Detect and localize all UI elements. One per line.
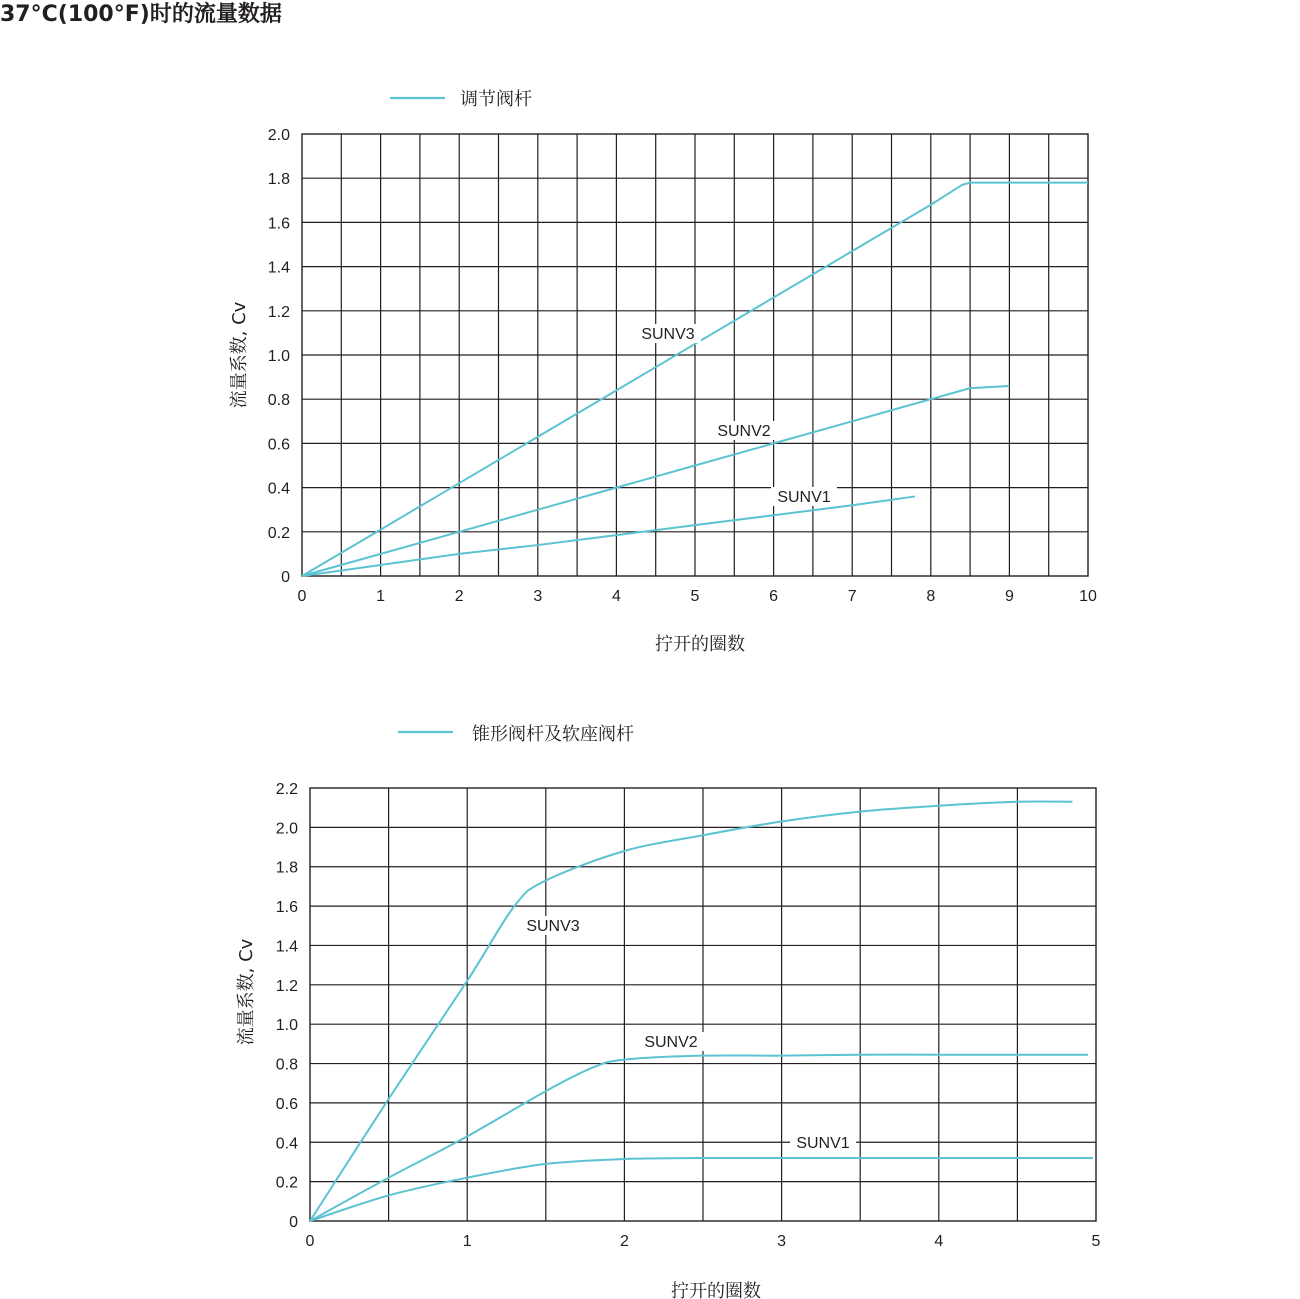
x-tick-label: 5 [1091, 1233, 1101, 1250]
y-tick-label: 1.6 [275, 899, 298, 917]
x-tick-label: 2 [454, 588, 464, 605]
x-tick-label: 5 [690, 588, 700, 605]
series-label-sunv2: SUNV2 [717, 423, 771, 440]
y-tick-label: 1.8 [267, 171, 290, 189]
y-tick-label: 0.2 [275, 1174, 298, 1192]
y-tick-label: 0 [289, 1214, 298, 1231]
y-tick-label: 1.4 [275, 938, 298, 956]
series-line-sunv1 [310, 1158, 1093, 1221]
x-tick-label: 4 [934, 1233, 944, 1250]
x-tick-label: 0 [297, 588, 307, 605]
y-tick-label: 2.0 [275, 820, 298, 838]
series-label-sunv1: SUNV1 [796, 1135, 850, 1152]
x-tick-label: 7 [847, 588, 857, 605]
series-label-sunv1: SUNV1 [777, 489, 831, 506]
y-tick-label: 0.4 [275, 1135, 298, 1153]
y-tick-label: 1.4 [267, 259, 290, 277]
chart-adjusting-stem [229, 89, 1097, 655]
x-tick-label: 4 [611, 588, 621, 605]
chart-tapered-soft-seat-stem [236, 724, 1101, 1299]
y-tick-label: 0.6 [267, 436, 290, 454]
x-tick-label: 3 [777, 1233, 787, 1250]
series-label-sunv3: SUNV3 [641, 326, 695, 343]
x-tick-label: 10 [1079, 588, 1097, 605]
x-tick-label: 9 [1004, 588, 1014, 605]
series-line-sunv2 [310, 1055, 1088, 1221]
y-axis-label: 流量系数, Cv [229, 301, 250, 409]
x-tick-label: 6 [769, 588, 779, 605]
y-tick-label: 2.2 [275, 781, 298, 798]
y-tick-label: 0.8 [275, 1056, 298, 1074]
page-title: 37°C(100°F)时的流量数据 [0, 2, 282, 27]
y-tick-label: 0.6 [275, 1095, 298, 1113]
series-label-sunv2: SUNV2 [644, 1034, 698, 1051]
x-tick-label: 8 [926, 588, 936, 605]
y-tick-label: 0.2 [267, 524, 290, 542]
x-tick-label: 0 [305, 1233, 315, 1250]
y-tick-label: 1.2 [267, 303, 290, 321]
y-tick-label: 0.8 [267, 392, 290, 410]
y-tick-label: 0 [281, 569, 290, 586]
y-tick-label: 0.4 [267, 480, 290, 498]
y-tick-label: 1.0 [275, 1017, 298, 1035]
y-tick-label: 1.6 [267, 215, 290, 233]
x-tick-label: 1 [462, 1233, 472, 1250]
y-tick-label: 1.2 [275, 977, 298, 995]
x-tick-label: 3 [533, 588, 543, 605]
x-tick-label: 1 [376, 588, 386, 605]
x-tick-label: 2 [619, 1233, 629, 1250]
series-label-sunv3: SUNV3 [526, 918, 580, 935]
legend-label: 调节阀杆 [460, 89, 532, 110]
x-axis-label: 拧开的圈数 [671, 1281, 761, 1299]
y-tick-label: 2.0 [267, 127, 290, 144]
x-axis-label: 拧开的圈数 [655, 634, 745, 655]
y-axis-label: 流量系数, Cv [236, 938, 257, 1046]
series-line-sunv1 [302, 496, 915, 576]
y-tick-label: 1.0 [267, 348, 290, 365]
y-tick-label: 1.8 [275, 859, 298, 877]
legend-label: 锥形阀杆及软座阀杆 [472, 724, 634, 745]
